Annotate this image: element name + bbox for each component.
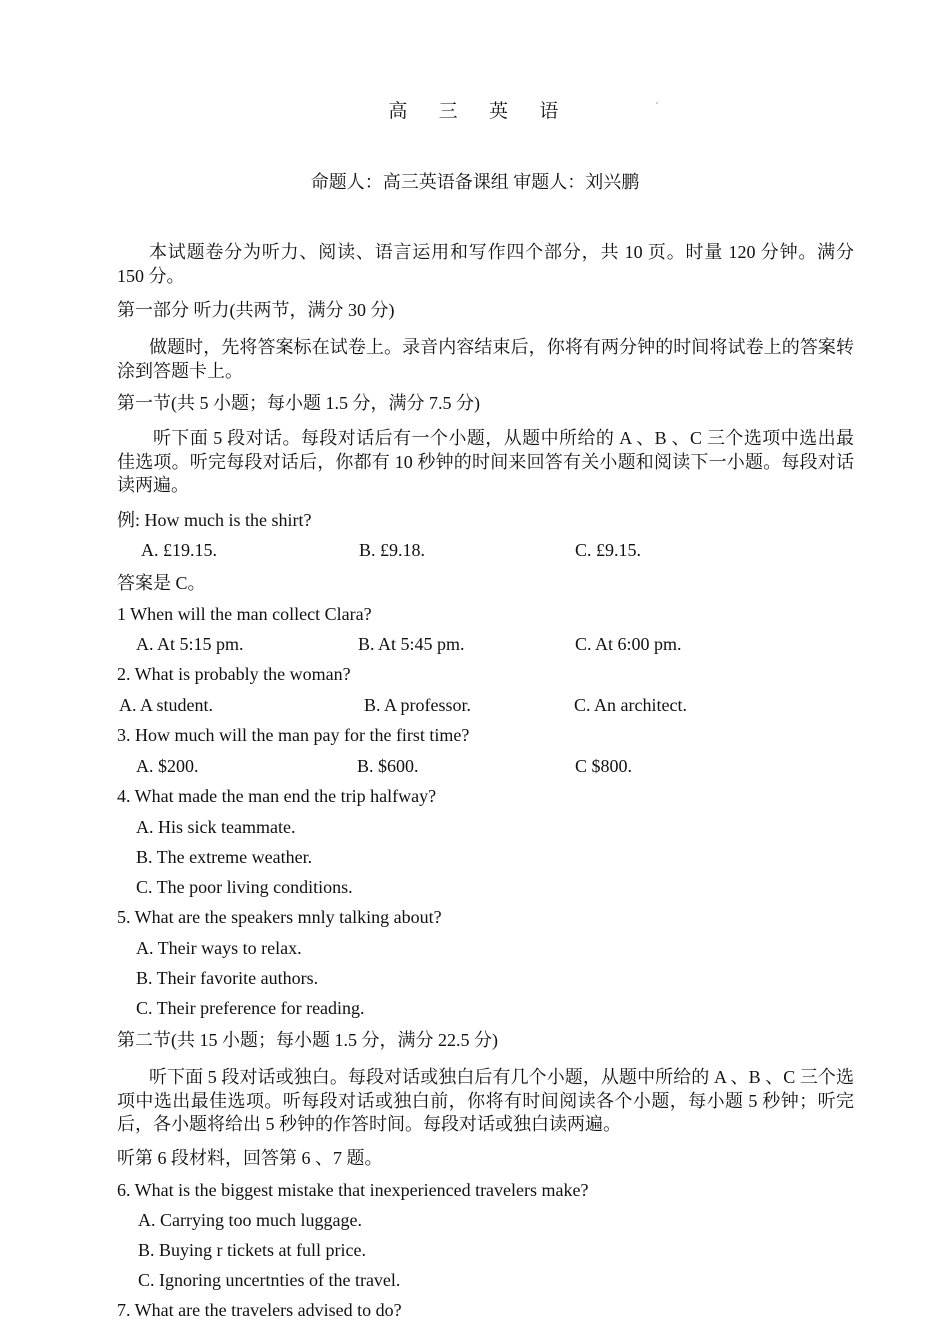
q3-option-c: C $800. [575,756,633,776]
section2-instruction: 听下面 5 段对话或独白。每段对话或独白后有几个小题，从题中所给的 A 、B 、C 三个选项中选出最佳选项。听每段对话或独白前，你将有时间阅读各个小题，每小题 5 秒钟；听完后，各小题将给出 5 秒钟的作答时间。每段对话或独白读两遍。 [117,1067,854,1134]
page-title: 高 三 英 语 [388,101,572,122]
q2-option-b: B. A professor. [364,695,472,715]
example-option-c: C. £9.15. [575,540,642,560]
q1-option-a: A. At 5:15 pm. [136,634,244,654]
question-5: 5. What are the speakers mnly talking about? [117,907,442,927]
q5-option-a: A. Their ways to relax. [136,938,302,958]
section1-instruction: 听下面 5 段对话。每段对话后有一个小题，从题中所给的 A 、B 、C 三个选项中选出最佳选项。听完每段对话后，你都有 10 秒钟的时间来回答有关小题和阅读下一小题。每段对话读两遍。 [117,428,854,495]
question-1: 1 When will the man collect Clara? [117,604,372,624]
q5-option-c: C. Their preference for reading. [136,998,365,1018]
part1-heading: 第一部分 听力(共两节，满分 30 分) [117,300,395,320]
example-question: 例: How much is the shirt? [117,510,312,530]
question-7: 7. What are the travelers advised to do? [117,1300,402,1320]
example-option-a: A. £19.15. [141,540,217,560]
author-line: 命题人：高三英语备课组 审题人：刘兴鹏 [310,172,640,192]
question-2: 2. What is probably the woman? [117,664,351,684]
q2-option-a: A. A student. [119,695,214,715]
q5-option-b: B. Their favorite authors. [136,968,319,988]
question-6: 6. What is the biggest mistake that inexperienced travelers make? [117,1180,589,1200]
question-4: 4. What made the man end the trip halfway? [117,786,437,806]
example-option-b: B. £9.18. [359,540,426,560]
q1-option-c: C. At 6:00 pm. [575,634,682,654]
material-6-heading: 听第 6 段材料，回答第 6 、7 题。 [117,1148,383,1168]
q4-option-c: C. The poor living conditions. [136,877,353,897]
q2-option-c: C. An architect. [574,695,687,715]
part1-instruction: 做题时，先将答案标在试卷上。录音内容结束后，你将有两分钟的时间将试卷上的答案转涂到答题卡上。 [117,337,854,381]
section1-heading: 第一节(共 5 小题；每小题 1.5 分，满分 7.5 分) [117,393,480,413]
q6-option-c: C. Ignoring uncertnties of the travel. [138,1270,401,1290]
question-3: 3. How much will the man pay for the first time? [117,725,470,745]
q3-option-a: A. $200. [136,756,199,776]
section2-heading: 第二节(共 15 小题；每小题 1.5 分，满分 22.5 分) [117,1030,498,1050]
q1-option-b: B. At 5:45 pm. [358,634,465,654]
q4-option-a: A. His sick teammate. [136,817,296,837]
q6-option-b: B. Buying r tickets at full price. [138,1240,366,1260]
q4-option-b: B. The extreme weather. [136,847,313,867]
q6-option-a: A. Carrying too much luggage. [138,1210,362,1230]
intro-paragraph: 本试题卷分为听力、阅读、语言运用和写作四个部分，共 10 页。时量 120 分钟。满分 150 分。 [117,242,854,286]
example-answer: 答案是 C。 [117,573,206,593]
q3-option-b: B. $600. [357,756,419,776]
